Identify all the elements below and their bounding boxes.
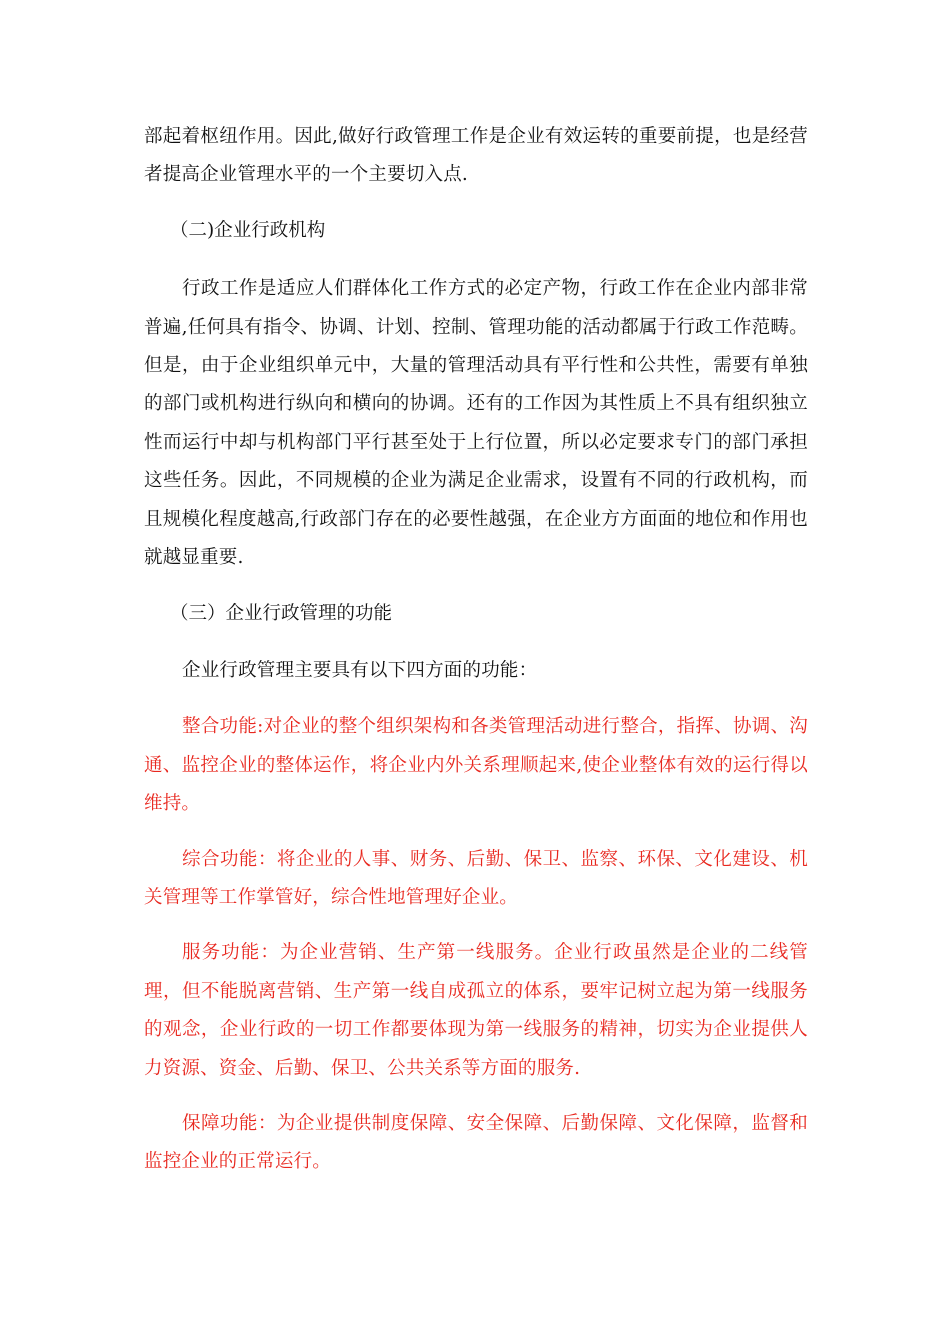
section-heading-administrative-functions: （三）企业行政管理的功能 — [170, 603, 393, 625]
functions-intro-paragraph: 企业行政管理主要具有以下四方面的功能： — [182, 659, 538, 681]
service-function-paragraph: 服务功能：为企业营销、生产第一线服务。企业行政虽然是企业的二线管理，但不能脱离营销、生产第一线自成孤立的体系，要牢记树立起为第一线服务的观念，企业行政的一切工作都要体现为第一线服务的精神，切实为企业提供人力资源、资金、后勤、保卫、公共关系等方面的服务. — [144, 942, 808, 1079]
administrative-organization-paragraph: 行政工作是适应人们群体化工作方式的必定产物，行政工作在企业内部非常普遍,任何具有指令、协调、计划、控制、管理功能的活动都属于行政工作范畴。但是，由于企业组织单元中，大量的管理活动具有平行性和公共性，需要有单独的部门或机构进行纵向和横向的协调。还有的工作因为其性质上不具有组织独立性而运行中却与机构部门平行甚至处于上行位置，所以必定要求专门的部门承担这些任务。因此，不同规模的企业为满足企业需求，设置有不同的行政机构，而且规模化程度越高,行政部门存在的必要性越强，在企业方方面面的地位和作用也就越显重要. — [144, 278, 808, 569]
integration-function-paragraph: 整合功能:对企业的整个组织架构和各类管理活动进行整合，指挥、协调、沟通、监控企业的整体运作，将企业内外关系理顺起来,使企业整体有效的运行得以维持。 — [144, 716, 808, 815]
section-heading-administrative-organization: （二)企业行政机构 — [170, 219, 326, 241]
document-page — [144, 118, 808, 1182]
guarantee-function-paragraph: 保障功能：为企业提供制度保障、安全保障、后勤保障、文化保障，监督和监控企业的正常运行。 — [144, 1112, 808, 1173]
comprehensive-function-paragraph: 综合功能：将企业的人事、财务、后勤、保卫、监察、环保、文化建设、机关管理等工作掌管好，综合性地管理好企业。 — [144, 848, 808, 908]
intro-continuation-paragraph: 部起着枢纽作用。因此,做好行政管理工作是企业有效运转的重要前提，也是经营者提高企业管理水平的一个主要切入点. — [144, 126, 808, 186]
